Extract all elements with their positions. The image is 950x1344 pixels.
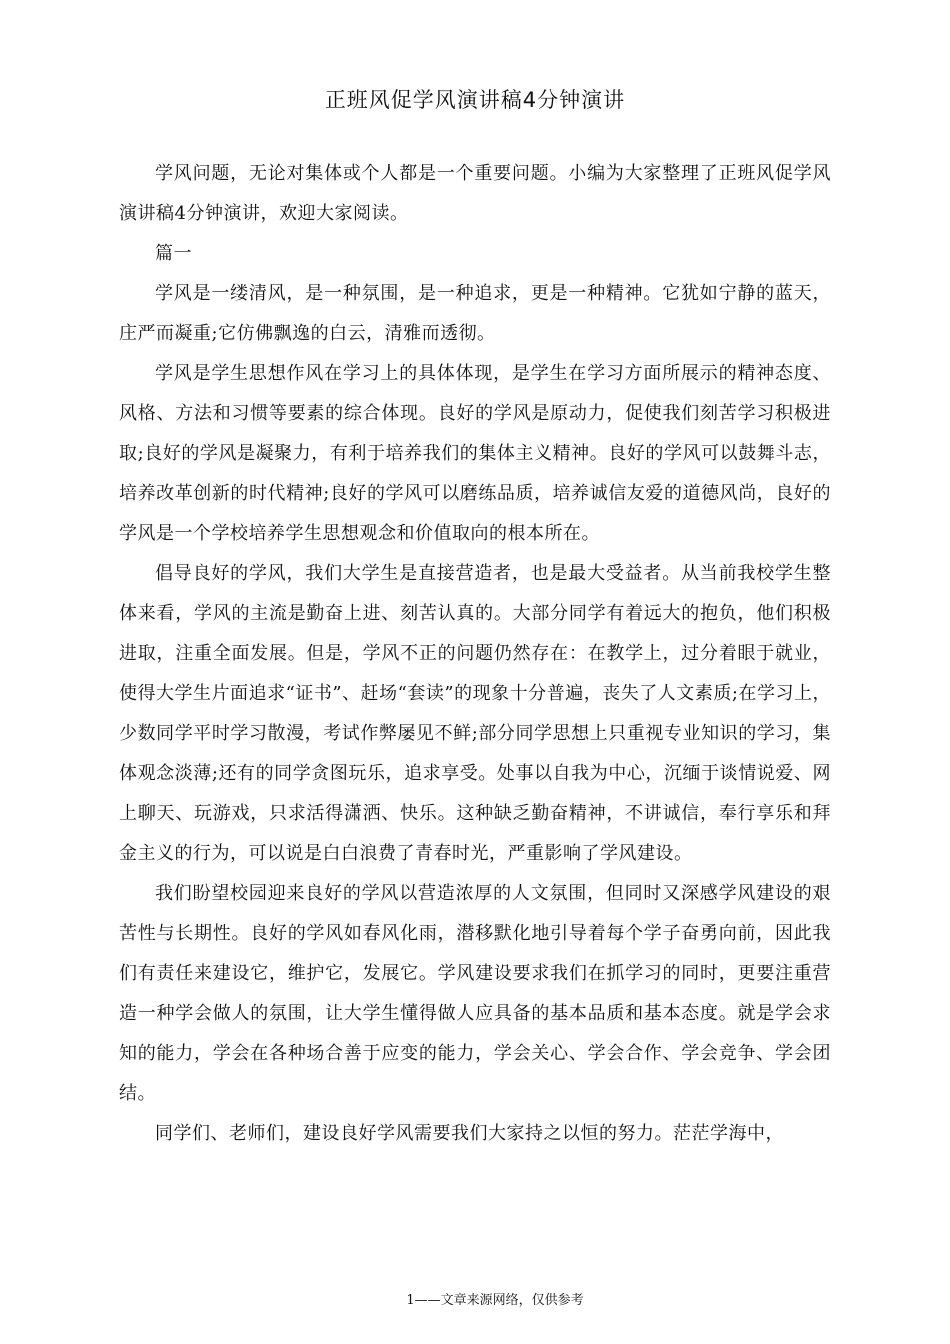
page-title: 正班风促学风演讲稿4分钟演讲 (324, 88, 626, 112)
body-paragraph: 学风是一缕清风，是一种氛围，是一种追求，更是一种精神。它犹如宁静的蓝天，庄严而凝重;它仿佛飘逸的白云，清雅而透彻。 (119, 283, 831, 344)
body-paragraph: 我们盼望校园迎来良好的学风以营造浓厚的人文氛围，但同时又深感学风建设的艰苦性与长期性。良好的学风如春风化雨，潜移默化地引导着每个学子奋勇向前，因此我们有责任来建设它，维护它，发展它。学风建设要求我们在抓学习的同时，更要注重营造一种学会做人的氛围，让大学生懂得做人应具备的基本品质和基本态度。就是学会求知的能力，学会在各种场合善于应变的能力，学会关心、学会合作、学会竞争、学会团结。 (119, 883, 831, 1104)
body-paragraph: 倡导良好的学风，我们大学生是直接营造者，也是最大受益者。从当前我校学生整体来看，学风的主流是勤奋上进、刻苦认真的。大部分同学有着远大的抱负，他们积极进取，注重全面发展。但是，学风不正的问题仍然存在：在教学上，过分着眼于就业，使得大学生片面追求“证书”、赶场“套读”的现象十分普遍，丧失了人文素质;在学习上，少数同学平时学习散漫，考试作弊屡见不鲜;部分同学思想上只重视专业知识的学习，集体观念淡薄;还有的同学贪图玩乐，追求享受。处事以自我为中心，沉缅于谈情说爱、网上聊天、玩游戏，只求活得潇洒、快乐。这种缺乏勤奋精神，不讲诚信，奉行享乐和拜金主义的行为，可以说是白白浪费了青春时光，严重影响了学风建设。 (119, 563, 831, 864)
section-heading: 篇一 (155, 243, 192, 264)
body-paragraph: 学风是学生思想作风在学习上的具体体现，是学生在学习方面所展示的精神态度、风格、方法和习惯等要素的综合体现。良好的学风是原动力，促使我们刻苦学习积极进取;良好的学风是凝聚力，有利于培养我们的集体主义精神。良好的学风可以鼓舞斗志，培养改革创新的时代精神;良好的学风可以磨练品质，培养诚信友爱的道德风尚，良好的学风是一个学校培养学生思想观念和价值取向的根本所在。 (119, 363, 831, 544)
intro-paragraph: 学风问题，无论对集体或个人都是一个重要问题。小编为大家整理了正班风促学风演讲稿4分钟演讲，欢迎大家阅读。 (119, 163, 831, 224)
document-body (119, 154, 831, 1154)
body-paragraph: 同学们、老师们，建设良好学风需要我们大家持之以恒的努力。茫茫学海中， (155, 1123, 784, 1144)
page-footer: 1——文章来源网络，仅供参考 (406, 1293, 584, 1308)
